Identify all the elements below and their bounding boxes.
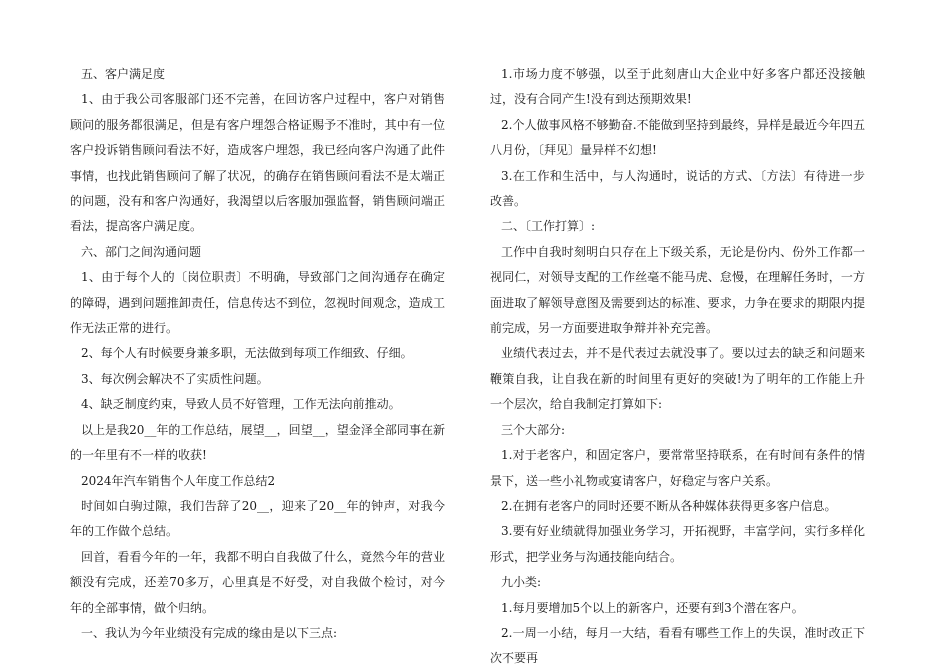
paragraph: 工作中自我时刻明白只存在上下级关系，无论是份内、份外工作都一视同仁，对领导支配的工作丝毫不能马虎、怠慢，在理解任务时，一方面进取了解领导意图及需要到达的标准、要求，力争在要求的期限内提前完成，另一方面要进取争辩并补充完善。 — [490, 244, 865, 336]
paragraph: 回首，看看今年的一年，我都不明白自我做了什么，竟然今年的营业额没有完成，还差70多万，心里真是不好受，对自我做个检讨，对今年的全部事情，做个归纳。 — [70, 549, 445, 615]
paragraph: 业绩代表过去，并不是代表过去就没事了。要以过去的缺乏和问题来鞭策自我，让自我在新的时间里有更好的突破!为了明年的工作能上升一个层次，给自我制定打算如下: — [490, 346, 865, 412]
paragraph: 3.要有好业绩就得加强业务学习，开拓视野，丰富学问，实行多样化形式，把学业务与沟通技能向结合。 — [490, 524, 865, 564]
section-heading-work-plan: 二、〔工作打算〕: — [501, 219, 596, 234]
document-subtitle: 2024年汽车销售个人年度工作总结2 — [81, 473, 276, 488]
paragraph: 时间如白驹过隙，我们告辞了20__，迎来了20__年的钟声，对我今年的工作做个总结。 — [70, 498, 445, 539]
section-heading-customer-satisfaction: 五、客户满足度 — [81, 67, 166, 81]
paragraph: 1.对于老客户，和固定客户，要常常坚持联系，在有时间有条件的情景下，送一些小礼物或宴请客户，好稳定与客户关系。 — [490, 448, 865, 488]
paragraph: 1、由于每个人的〔岗位职责〕不明确，导致部门之间沟通存在确定的障碍，遇到问题推卸责任，信息传达不到位，忽视时间观念，造成工作无法正常的进行。 — [70, 270, 445, 336]
section-heading-reasons: 一、我认为今年业绩没有完成的缘由是以下三点: — [81, 625, 338, 640]
paragraph: 4、缺乏制度约束，导致人员不好管理，工作无法向前推动。 — [81, 397, 401, 412]
paragraph: 1.每月要增加5个以上的新客户，还要有到3个潜在客户。 — [501, 600, 804, 615]
paragraph: 2.在拥有老客户的同时还要不断从各种媒体获得更多客户信息。 — [501, 498, 837, 513]
paragraph: 3、每次例会解决不了实质性问题。 — [81, 371, 269, 386]
paragraph: 以上是我20__年的工作总结，展望__，回望__，望金泽全部同事在新的一年里有不一样的收获! — [70, 422, 445, 463]
paragraph: 2、每个人有时候要身兼多职，无法做到每项工作细致、仔细。 — [81, 346, 413, 361]
section-heading-nine-items: 九小类: — [501, 575, 542, 590]
section-heading-department-communication: 六、部门之间沟通问题 — [81, 244, 202, 259]
paragraph: 2.一周一小结，每月一大结，看看有哪些工作上的失误，准时改正下次不要再 — [490, 625, 865, 666]
right-text-column — [490, 62, 865, 672]
paragraph: 1.市场力度不够强，以至于此刻唐山大企业中好多客户都还没接触过，没有合同产生!没有到达预期效果! — [490, 67, 865, 107]
paragraph: 3.在工作和生活中，与人沟通时，说话的方式、〔方法〕有待进一步改善。 — [490, 168, 865, 209]
left-text-column — [70, 62, 445, 646]
paragraph: 1、由于我公司客服部门还不完善，在回访客户过程中，客户对销售顾问的服务都很满足，但是有客户埋怨合格证赐予不准时，其中有一位客户投诉销售顾问看法不好，造成客户埋怨，我已经向客户沟通了此件事情，也找此销售顾问了解了状况，的确存在销售顾问看法不是太端正的问题，没有和客户沟通好，我渴望以后客服加强监督，销售顾问端正看法，提高客户满足度。 — [70, 92, 445, 234]
paragraph: 2.个人做事风格不够勤奋.不能做到坚持到最终，异样是最近今年四五八月份，〔拜见〕量异样不幻想! — [490, 117, 865, 158]
section-heading-three-parts: 三个大部分: — [501, 422, 566, 437]
